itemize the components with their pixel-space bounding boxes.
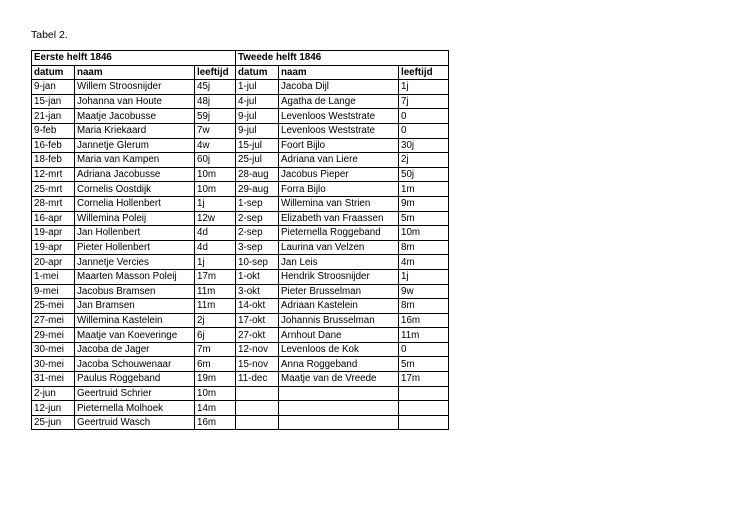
first-half-date-cell: 19-apr <box>32 226 75 241</box>
first-half-age-cell: 10m <box>195 182 236 197</box>
second-half-age-cell: 1j <box>399 269 449 284</box>
half-year-header-row <box>32 51 449 66</box>
second-half-name-cell: Pieternella Roggeband <box>279 226 399 241</box>
first-half-age-cell: 1j <box>195 255 236 270</box>
second-half-name-cell: Jan Leis <box>279 255 399 270</box>
second-half-date-cell: 25-jul <box>236 153 279 168</box>
second-half-age-cell: 50j <box>399 167 449 182</box>
second-half-name-cell: Jacoba Dijl <box>279 80 399 95</box>
second-half-age-cell: 9w <box>399 284 449 299</box>
first-half-name-cell: Jan Hollenbert <box>75 226 195 241</box>
second-half-age-cell <box>399 401 449 416</box>
second-half-name-cell: Maatje van de Vreede <box>279 372 399 387</box>
second-half-name-cell: Adriaan Kastelein <box>279 299 399 314</box>
first-half-age-cell: 2j <box>195 313 236 328</box>
second-half-name-cell <box>279 415 399 430</box>
first-half-age-cell: 14m <box>195 401 236 416</box>
second-half-date-cell: 29-aug <box>236 182 279 197</box>
first-half-date-cell: 1-mei <box>32 269 75 284</box>
first-half-date-cell: 18-feb <box>32 153 75 168</box>
second-half-name-cell <box>279 386 399 401</box>
first-half-date-cell: 9-mei <box>32 284 75 299</box>
table-row <box>32 109 449 124</box>
first-half-name-cell: Adriana Jacobusse <box>75 167 195 182</box>
second-half-header: Tweede helft 1846 <box>236 51 449 66</box>
second-half-age-cell: 16m <box>399 313 449 328</box>
first-half-date-cell: 12-mrt <box>32 167 75 182</box>
name-column-header: naam <box>75 65 195 80</box>
second-half-date-cell: 1-okt <box>236 269 279 284</box>
first-half-age-cell: 45j <box>195 80 236 95</box>
second-half-age-cell: 17m <box>399 372 449 387</box>
date-column-header: datum <box>236 65 279 80</box>
second-half-name-cell: Levenloos Weststrate <box>279 109 399 124</box>
first-half-name-cell: Maarten Masson Poleij <box>75 269 195 284</box>
table-row <box>32 372 449 387</box>
second-half-date-cell: 3-sep <box>236 240 279 255</box>
second-half-age-cell: 1j <box>399 80 449 95</box>
second-half-date-cell: 10-sep <box>236 255 279 270</box>
first-half-date-cell: 9-jan <box>32 80 75 95</box>
second-half-date-cell <box>236 401 279 416</box>
second-half-age-cell: 30j <box>399 138 449 153</box>
column-header-row <box>32 65 449 80</box>
first-half-date-cell: 30-mei <box>32 357 75 372</box>
second-half-age-cell: 0 <box>399 123 449 138</box>
first-half-name-cell: Geertruid Wasch <box>75 415 195 430</box>
first-half-name-cell: Pieter Hollenbert <box>75 240 195 255</box>
first-half-date-cell: 28-mrt <box>32 196 75 211</box>
first-half-date-cell: 27-mei <box>32 313 75 328</box>
second-half-date-cell: 9-jul <box>236 123 279 138</box>
second-half-date-cell: 28-aug <box>236 167 279 182</box>
first-half-date-cell: 30-mei <box>32 342 75 357</box>
death-register-table <box>31 50 449 430</box>
second-half-name-cell: Agatha de Lange <box>279 94 399 109</box>
first-half-age-cell: 19m <box>195 372 236 387</box>
first-half-name-cell: Maatje van Koeveringe <box>75 328 195 343</box>
first-half-age-cell: 7m <box>195 342 236 357</box>
first-half-date-cell: 21-jan <box>32 109 75 124</box>
second-half-age-cell: 5m <box>399 211 449 226</box>
first-half-date-cell: 16-feb <box>32 138 75 153</box>
first-half-age-cell: 16m <box>195 415 236 430</box>
table-row <box>32 255 449 270</box>
first-half-name-cell: Maria van Kampen <box>75 153 195 168</box>
first-half-name-cell: Johanna van Houte <box>75 94 195 109</box>
second-half-date-cell: 15-jul <box>236 138 279 153</box>
first-half-name-cell: Maria Kriekaard <box>75 123 195 138</box>
first-half-age-cell: 4d <box>195 226 236 241</box>
second-half-name-cell: Levenloos Weststrate <box>279 123 399 138</box>
table-row <box>32 357 449 372</box>
second-half-name-cell: Arnhout Dane <box>279 328 399 343</box>
first-half-date-cell: 2-jun <box>32 386 75 401</box>
first-half-date-cell: 31-mei <box>32 372 75 387</box>
table-row <box>32 313 449 328</box>
second-half-date-cell: 2-sep <box>236 211 279 226</box>
first-half-name-cell: Willemina Kastelein <box>75 313 195 328</box>
first-half-date-cell: 16-apr <box>32 211 75 226</box>
first-half-age-cell: 6j <box>195 328 236 343</box>
first-half-age-cell: 10m <box>195 386 236 401</box>
table-caption: Tabel 2. <box>31 29 68 41</box>
second-half-name-cell: Laurina van Velzen <box>279 240 399 255</box>
date-column-header: datum <box>32 65 75 80</box>
first-half-name-cell: Paulus Roggeband <box>75 372 195 387</box>
first-half-name-cell: Pieternella Molhoek <box>75 401 195 416</box>
second-half-date-cell: 1-jul <box>236 80 279 95</box>
first-half-date-cell: 19-apr <box>32 240 75 255</box>
table-row <box>32 182 449 197</box>
second-half-age-cell: 8m <box>399 240 449 255</box>
table-row <box>32 299 449 314</box>
second-half-age-cell: 11m <box>399 328 449 343</box>
first-half-date-cell: 25-jun <box>32 415 75 430</box>
first-half-date-cell: 29-mei <box>32 328 75 343</box>
second-half-date-cell: 17-okt <box>236 313 279 328</box>
age-column-header: leeftijd <box>399 65 449 80</box>
second-half-date-cell <box>236 386 279 401</box>
second-half-name-cell: Hendrik Stroosnijder <box>279 269 399 284</box>
second-half-name-cell: Forra Bijlo <box>279 182 399 197</box>
first-half-age-cell: 1j <box>195 196 236 211</box>
second-half-name-cell: Johannis Brusselman <box>279 313 399 328</box>
second-half-name-cell: Elizabeth van Fraassen <box>279 211 399 226</box>
first-half-name-cell: Willem Stroosnijder <box>75 80 195 95</box>
table-row <box>32 342 449 357</box>
first-half-name-cell: Willemina Poleij <box>75 211 195 226</box>
second-half-age-cell: 1m <box>399 182 449 197</box>
table-row <box>32 167 449 182</box>
first-half-age-cell: 59j <box>195 109 236 124</box>
second-half-name-cell: Foort Bijlo <box>279 138 399 153</box>
table-row <box>32 415 449 430</box>
second-half-name-cell: Anna Roggeband <box>279 357 399 372</box>
first-half-age-cell: 6m <box>195 357 236 372</box>
first-half-name-cell: Jannetje Vercies <box>75 255 195 270</box>
table-row <box>32 401 449 416</box>
table-row <box>32 196 449 211</box>
table-row <box>32 153 449 168</box>
first-half-name-cell: Jan Bramsen <box>75 299 195 314</box>
table-row <box>32 269 449 284</box>
first-half-age-cell: 48j <box>195 94 236 109</box>
second-half-date-cell: 12-nov <box>236 342 279 357</box>
first-half-date-cell: 9-feb <box>32 123 75 138</box>
second-half-date-cell <box>236 415 279 430</box>
first-half-name-cell: Jannetje Glerum <box>75 138 195 153</box>
first-half-date-cell: 12-jun <box>32 401 75 416</box>
first-half-header: Eerste helft 1846 <box>32 51 236 66</box>
table-row <box>32 328 449 343</box>
first-half-name-cell: Jacoba de Jager <box>75 342 195 357</box>
second-half-age-cell: 0 <box>399 342 449 357</box>
second-half-date-cell: 14-okt <box>236 299 279 314</box>
first-half-age-cell: 60j <box>195 153 236 168</box>
second-half-date-cell: 3-okt <box>236 284 279 299</box>
first-half-age-cell: 11m <box>195 299 236 314</box>
first-half-age-cell: 11m <box>195 284 236 299</box>
second-half-date-cell: 9-jul <box>236 109 279 124</box>
first-half-date-cell: 15-jan <box>32 94 75 109</box>
second-half-name-cell: Adriana van Liere <box>279 153 399 168</box>
table-body <box>32 51 449 430</box>
second-half-name-cell: Pieter Brusselman <box>279 284 399 299</box>
first-half-date-cell: 25-mei <box>32 299 75 314</box>
first-half-age-cell: 4w <box>195 138 236 153</box>
first-half-name-cell: Jacoba Schouwenaar <box>75 357 195 372</box>
second-half-date-cell: 27-okt <box>236 328 279 343</box>
table-row <box>32 386 449 401</box>
table-row <box>32 138 449 153</box>
second-half-name-cell <box>279 401 399 416</box>
table-row <box>32 211 449 226</box>
first-half-age-cell: 4d <box>195 240 236 255</box>
first-half-age-cell: 7w <box>195 123 236 138</box>
first-half-name-cell: Maatje Jacobusse <box>75 109 195 124</box>
second-half-age-cell: 8m <box>399 299 449 314</box>
table-row <box>32 284 449 299</box>
second-half-age-cell: 5m <box>399 357 449 372</box>
age-column-header: leeftijd <box>195 65 236 80</box>
first-half-name-cell: Cornelis Oostdijk <box>75 182 195 197</box>
table-row <box>32 80 449 95</box>
table-row <box>32 123 449 138</box>
first-half-name-cell: Geertruid Schrier <box>75 386 195 401</box>
name-column-header: naam <box>279 65 399 80</box>
first-half-age-cell: 17m <box>195 269 236 284</box>
second-half-age-cell: 0 <box>399 109 449 124</box>
table-row <box>32 226 449 241</box>
first-half-name-cell: Jacobus Bramsen <box>75 284 195 299</box>
second-half-age-cell: 2j <box>399 153 449 168</box>
first-half-date-cell: 25-mrt <box>32 182 75 197</box>
table-row <box>32 94 449 109</box>
second-half-name-cell: Willemina van Strien <box>279 196 399 211</box>
second-half-date-cell: 11-dec <box>236 372 279 387</box>
second-half-date-cell: 1-sep <box>236 196 279 211</box>
second-half-age-cell <box>399 415 449 430</box>
second-half-date-cell: 15-nov <box>236 357 279 372</box>
second-half-name-cell: Levenloos de Kok <box>279 342 399 357</box>
second-half-date-cell: 4-jul <box>236 94 279 109</box>
first-half-name-cell: Cornelia Hollenbert <box>75 196 195 211</box>
second-half-date-cell: 2-sep <box>236 226 279 241</box>
second-half-age-cell: 10m <box>399 226 449 241</box>
second-half-age-cell: 9m <box>399 196 449 211</box>
first-half-age-cell: 12w <box>195 211 236 226</box>
second-half-name-cell: Jacobus Pieper <box>279 167 399 182</box>
second-half-age-cell <box>399 386 449 401</box>
first-half-date-cell: 20-apr <box>32 255 75 270</box>
second-half-age-cell: 7j <box>399 94 449 109</box>
table-row <box>32 240 449 255</box>
second-half-age-cell: 4m <box>399 255 449 270</box>
first-half-age-cell: 10m <box>195 167 236 182</box>
